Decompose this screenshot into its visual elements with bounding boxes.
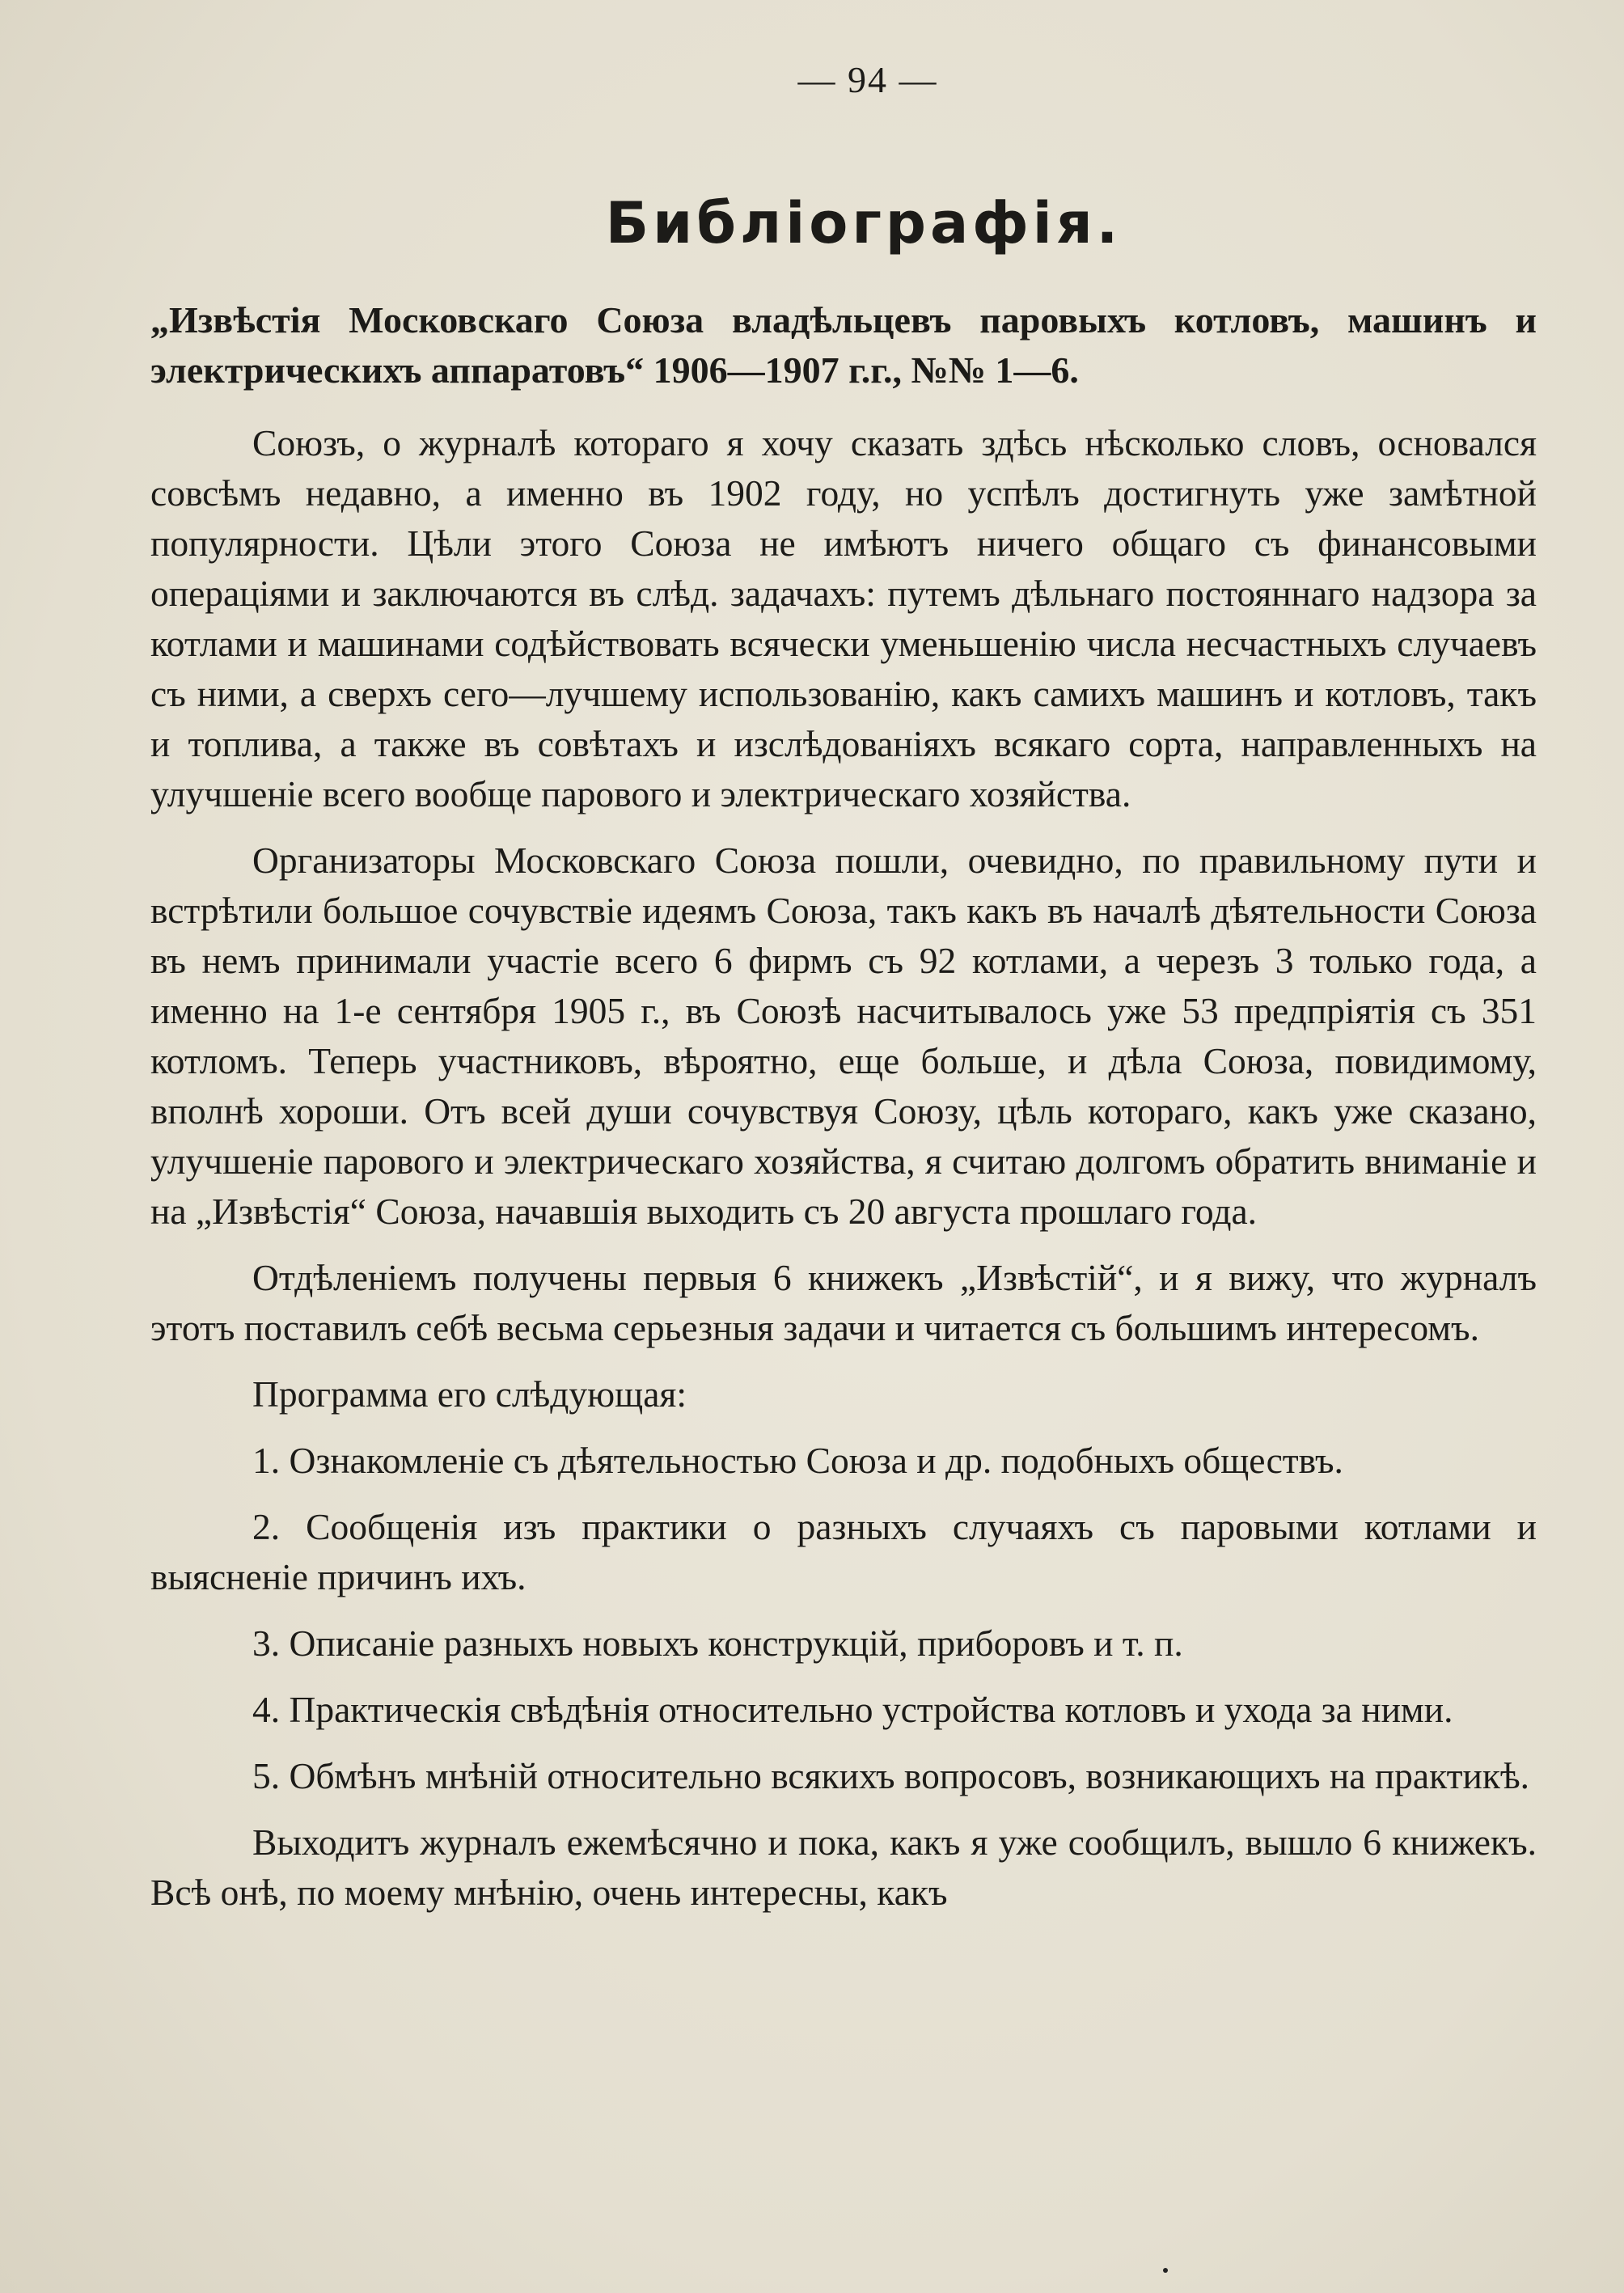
paragraph-2: Организаторы Московскаго Союза пошли, очевидно, по правильному пути и встрѣтили большое сочувствіе идеямъ Союза, такъ какъ въ началѣ дѣятельности Союза въ немъ принимали участіе всего 6 фирмъ съ 92 котлами, а черезъ 3 только года, а именно на 1-е сентября 1905 г., въ Союзѣ насчитывалось уже 53 предпріятія съ 351 котломъ. Теперь участниковъ, вѣроятно, еще больше, и дѣла Союза, повидимому, вполнѣ хороши. Отъ всей души сочувствуя Союзу, цѣль котораго, какъ уже сказано, улучшеніе парового и электрическаго хозяйства, я считаю долгомъ обратить вниманіе и на „Извѣстія“ Союза, начавшія выходить съ 20 августа прошлаго года. <box>150 840 1537 1232</box>
paragraph-3: Отдѣленіемъ получены первыя 6 книжекъ „Извѣстій“, и я вижу, что журналъ этотъ поставилъ себѣ весьма серьезныя задачи и читается съ большимъ интересомъ. <box>150 1257 1537 1348</box>
section-heading: Библіографія. <box>605 190 1123 256</box>
program-item-2: 2. Сообщенія изъ практики о разныхъ случаяхъ съ паровыми котлами и выясненіе причинъ ихъ. <box>150 1506 1537 1597</box>
ink-speck <box>1163 2268 1168 2273</box>
program-item-3: 3. Описаніе разныхъ новыхъ конструкцій, приборовъ и т. п. <box>252 1622 1183 1664</box>
page-number: — 94 — <box>797 59 938 100</box>
program-item-4: 4. Практическія свѣдѣнія относительно устройства котловъ и ухода за ними. <box>252 1689 1453 1730</box>
reviewed-publication-title: „Извѣстія Московскаго Союза владѣльцевъ паровыхъ котловъ, машинъ и электрическихъ аппаратовъ“ 1906—1907 г.г., №№ 1—6. <box>150 299 1537 391</box>
program-intro: Программа его слѣдующая: <box>252 1373 687 1415</box>
paragraph-1: Союзъ, о журналѣ котораго я хочу сказать здѣсь нѣсколько словъ, основался совсѣмъ недавно, а именно въ 1902 году, но успѣлъ достигнуть уже замѣтной популярности. Цѣли этого Союза не имѣютъ ничего общаго съ финансовыми операціями и заключаются въ слѣд. задачахъ: путемъ дѣльнаго постояннаго надзора за котлами и машинами содѣйствовать всячески уменьшенію числа несчастныхъ случаевъ съ ними, а сверхъ сего—лучшему использованію, какъ самихъ машинъ и котловъ, такъ и топлива, а также въ совѣтахъ и изслѣдованіяхъ всякаго сорта, направленныхъ на улучшеніе всего вообще парового и электрическаго хозяйства. <box>150 422 1537 814</box>
program-item-5: 5. Обмѣнъ мнѣній относительно всякихъ вопросовъ, возникающихъ на практикѣ. <box>252 1755 1530 1796</box>
program-item-1: 1. Ознакомленіе съ дѣятельностью Союза и др. подобныхъ обществъ. <box>252 1440 1343 1481</box>
closing-paragraph: Выходитъ журналъ ежемѣсячно и пока, какъ я уже сообщилъ, вышло 6 книжекъ. Всѣ онѣ, по моему мнѣнію, очень интересны, какъ <box>150 1821 1537 1913</box>
